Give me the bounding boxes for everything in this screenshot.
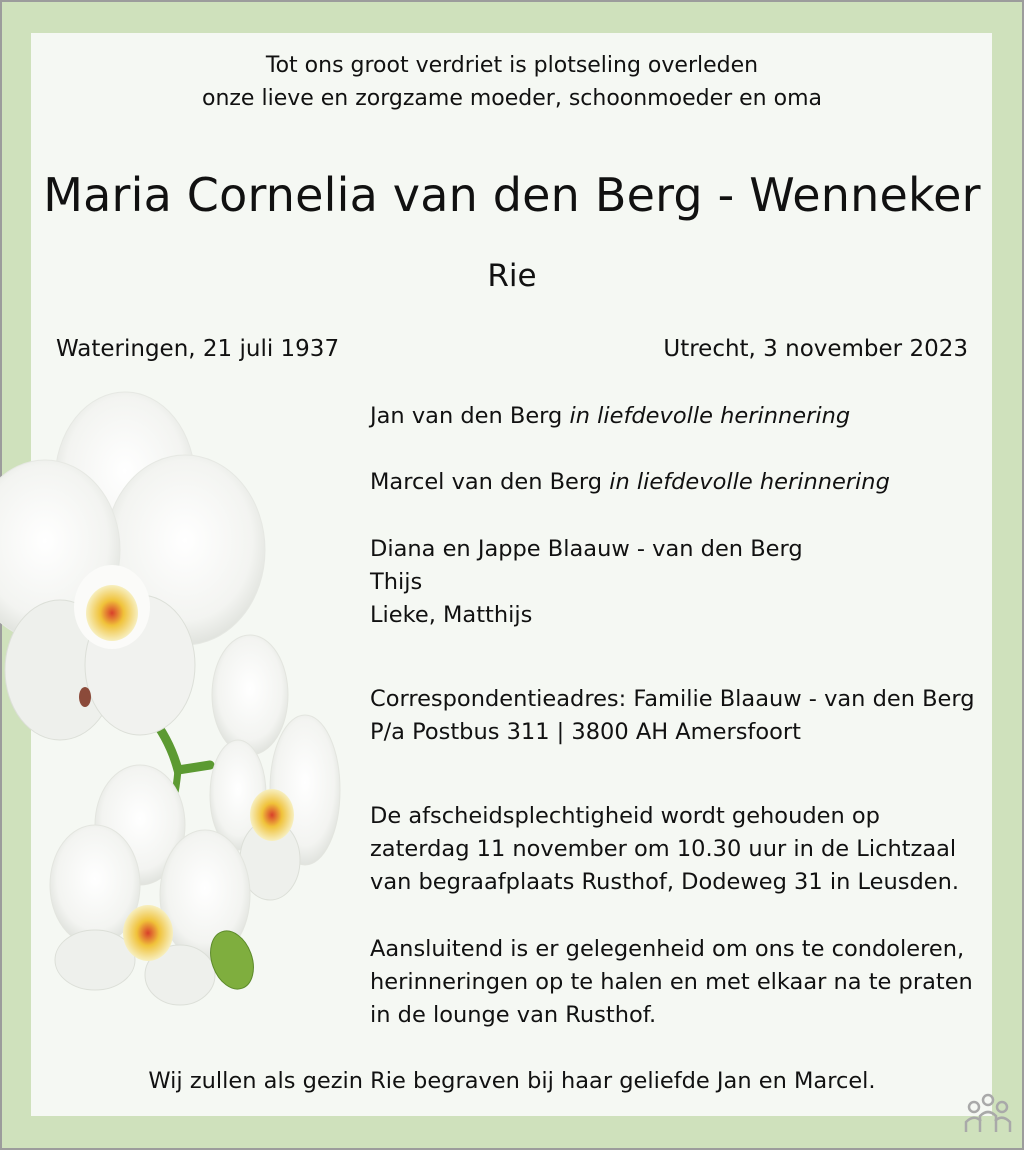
family-marcel-name: Marcel van den Berg bbox=[370, 469, 603, 495]
people-logo-icon bbox=[962, 1092, 1014, 1136]
death-place-date: Utrecht, 3 november 2023 bbox=[663, 336, 968, 362]
intro-line-1: Tot ons groot verdriet is plotseling overleden bbox=[265, 53, 759, 78]
intro-line-2: onze lieve en zorgzame moeder, schoonmoeder en oma bbox=[201, 86, 822, 111]
family-jan-note: in liefdevolle herinnering bbox=[569, 403, 851, 429]
ceremony-line-1: De afscheidsplechtigheid wordt gehouden op bbox=[370, 803, 880, 829]
ceremony-line-3: van begraafplaats Rusthof, Dodeweg 31 in Leusden. bbox=[370, 869, 959, 895]
family-grandchildren: Lieke, Matthijs bbox=[370, 602, 533, 628]
family-diana: Diana en Jappe Blaauw - van den Berg bbox=[370, 536, 803, 562]
correspondence-line-1: Correspondentieadres: Familie Blaauw - van den Berg bbox=[370, 686, 975, 712]
family-thijs: Thijs bbox=[370, 569, 423, 595]
deceased-nickname: Rie bbox=[487, 258, 537, 294]
ceremony-line-2: zaterdag 11 november om 10.30 uur in de Lichtzaal bbox=[370, 836, 957, 862]
orchid-illustration bbox=[0, 385, 345, 1015]
family-marcel-note: in liefdevolle herinnering bbox=[609, 469, 890, 495]
family-marcel bbox=[370, 469, 890, 495]
deceased-name: Maria Cornelia van den Berg - Wenneker bbox=[43, 168, 981, 222]
condolence-line-1: Aansluitend is er gelegenheid om ons te condoleren, bbox=[370, 936, 965, 962]
birth-place-date: Wateringen, 21 juli 1937 bbox=[56, 336, 340, 362]
family-jan-name: Jan van den Berg bbox=[370, 403, 563, 429]
closing-line: Wij zullen als gezin Rie begraven bij haar geliefde Jan en Marcel. bbox=[148, 1068, 876, 1094]
condolence-line-3: in de lounge van Rusthof. bbox=[370, 1002, 657, 1028]
correspondence-line-2: P/a Postbus 311 | 3800 AH Amersfoort bbox=[370, 719, 801, 745]
family-jan bbox=[370, 403, 850, 429]
condolence-line-2: herinneringen op te halen en met elkaar na te praten bbox=[370, 969, 973, 995]
